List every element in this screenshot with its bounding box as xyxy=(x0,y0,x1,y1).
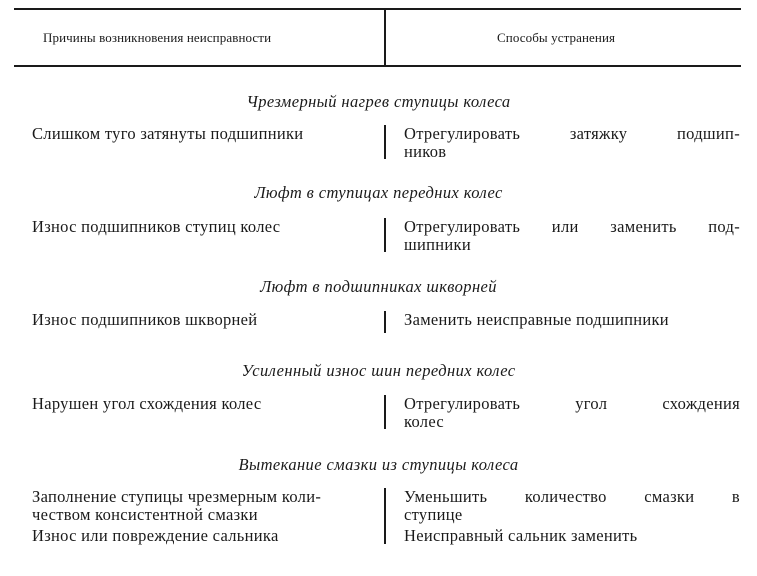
remedy-text-line: Заменить неисправные подшипники xyxy=(404,310,669,329)
cause-cell xyxy=(32,125,368,143)
remedy-text-line: Отрегулировать угол схождения xyxy=(404,394,740,413)
row-divider xyxy=(384,218,386,252)
cause-cell xyxy=(32,218,368,236)
remedy-text-line: Уменьшить количество смазки в xyxy=(404,487,740,506)
header-column-divider xyxy=(384,8,386,67)
causes-column-header: Причины возникновения неисправности xyxy=(43,30,272,45)
cause-text-line: Износ подшипников ступиц колес xyxy=(32,217,281,236)
remedy-text-line: Отрегулировать затяжку подшип- xyxy=(404,124,740,143)
remedy-text-line: Неисправный сальник заменить xyxy=(404,526,638,545)
remedy-cell xyxy=(404,488,740,545)
section-title: Вытекание смазки из ступицы колеса xyxy=(238,455,519,474)
section-title: Люфт в подшипниках шкворней xyxy=(260,277,497,296)
section-title: Усиленный износ шин передних колес xyxy=(241,361,516,380)
cause-text-line: Нарушен угол схождения колес xyxy=(32,394,262,413)
remedy-text-line: ступице xyxy=(404,505,463,524)
remedy-text-line: Отрегулировать или заменить под- xyxy=(404,217,740,236)
section-title: Люфт в ступицах передних колес xyxy=(254,183,503,202)
remedy-cell xyxy=(404,395,740,431)
remedies-column-header: Способы устранения xyxy=(497,30,616,45)
row-divider xyxy=(384,395,386,429)
cause-text-line: Износ или повреждение сальника xyxy=(32,526,279,545)
row-divider xyxy=(384,125,386,159)
remedy-text-line: колес xyxy=(404,412,445,431)
row-divider xyxy=(384,488,386,544)
cause-text-line: Износ подшипников шкворней xyxy=(32,310,258,329)
cause-text-line: Заполнение ступицы чрезмерным коли- xyxy=(32,487,322,506)
remedy-cell xyxy=(404,218,740,254)
cause-text-line: чеством консистентной смазки xyxy=(32,505,258,524)
table-top-rule xyxy=(14,8,741,10)
remedy-text-line: шипники xyxy=(404,235,471,254)
row-divider xyxy=(384,311,386,333)
cause-cell xyxy=(32,311,368,329)
remedy-text-line: ников xyxy=(404,142,447,161)
remedy-cell xyxy=(404,125,740,161)
cause-cell xyxy=(32,488,368,545)
header-bottom-rule xyxy=(14,65,741,67)
section-title: Чрезмерный нагрев ступицы колеса xyxy=(246,92,511,111)
remedy-cell xyxy=(404,311,740,329)
cause-cell xyxy=(32,395,368,413)
cause-text-line: Слишком туго затянуты подшипники xyxy=(32,124,304,143)
